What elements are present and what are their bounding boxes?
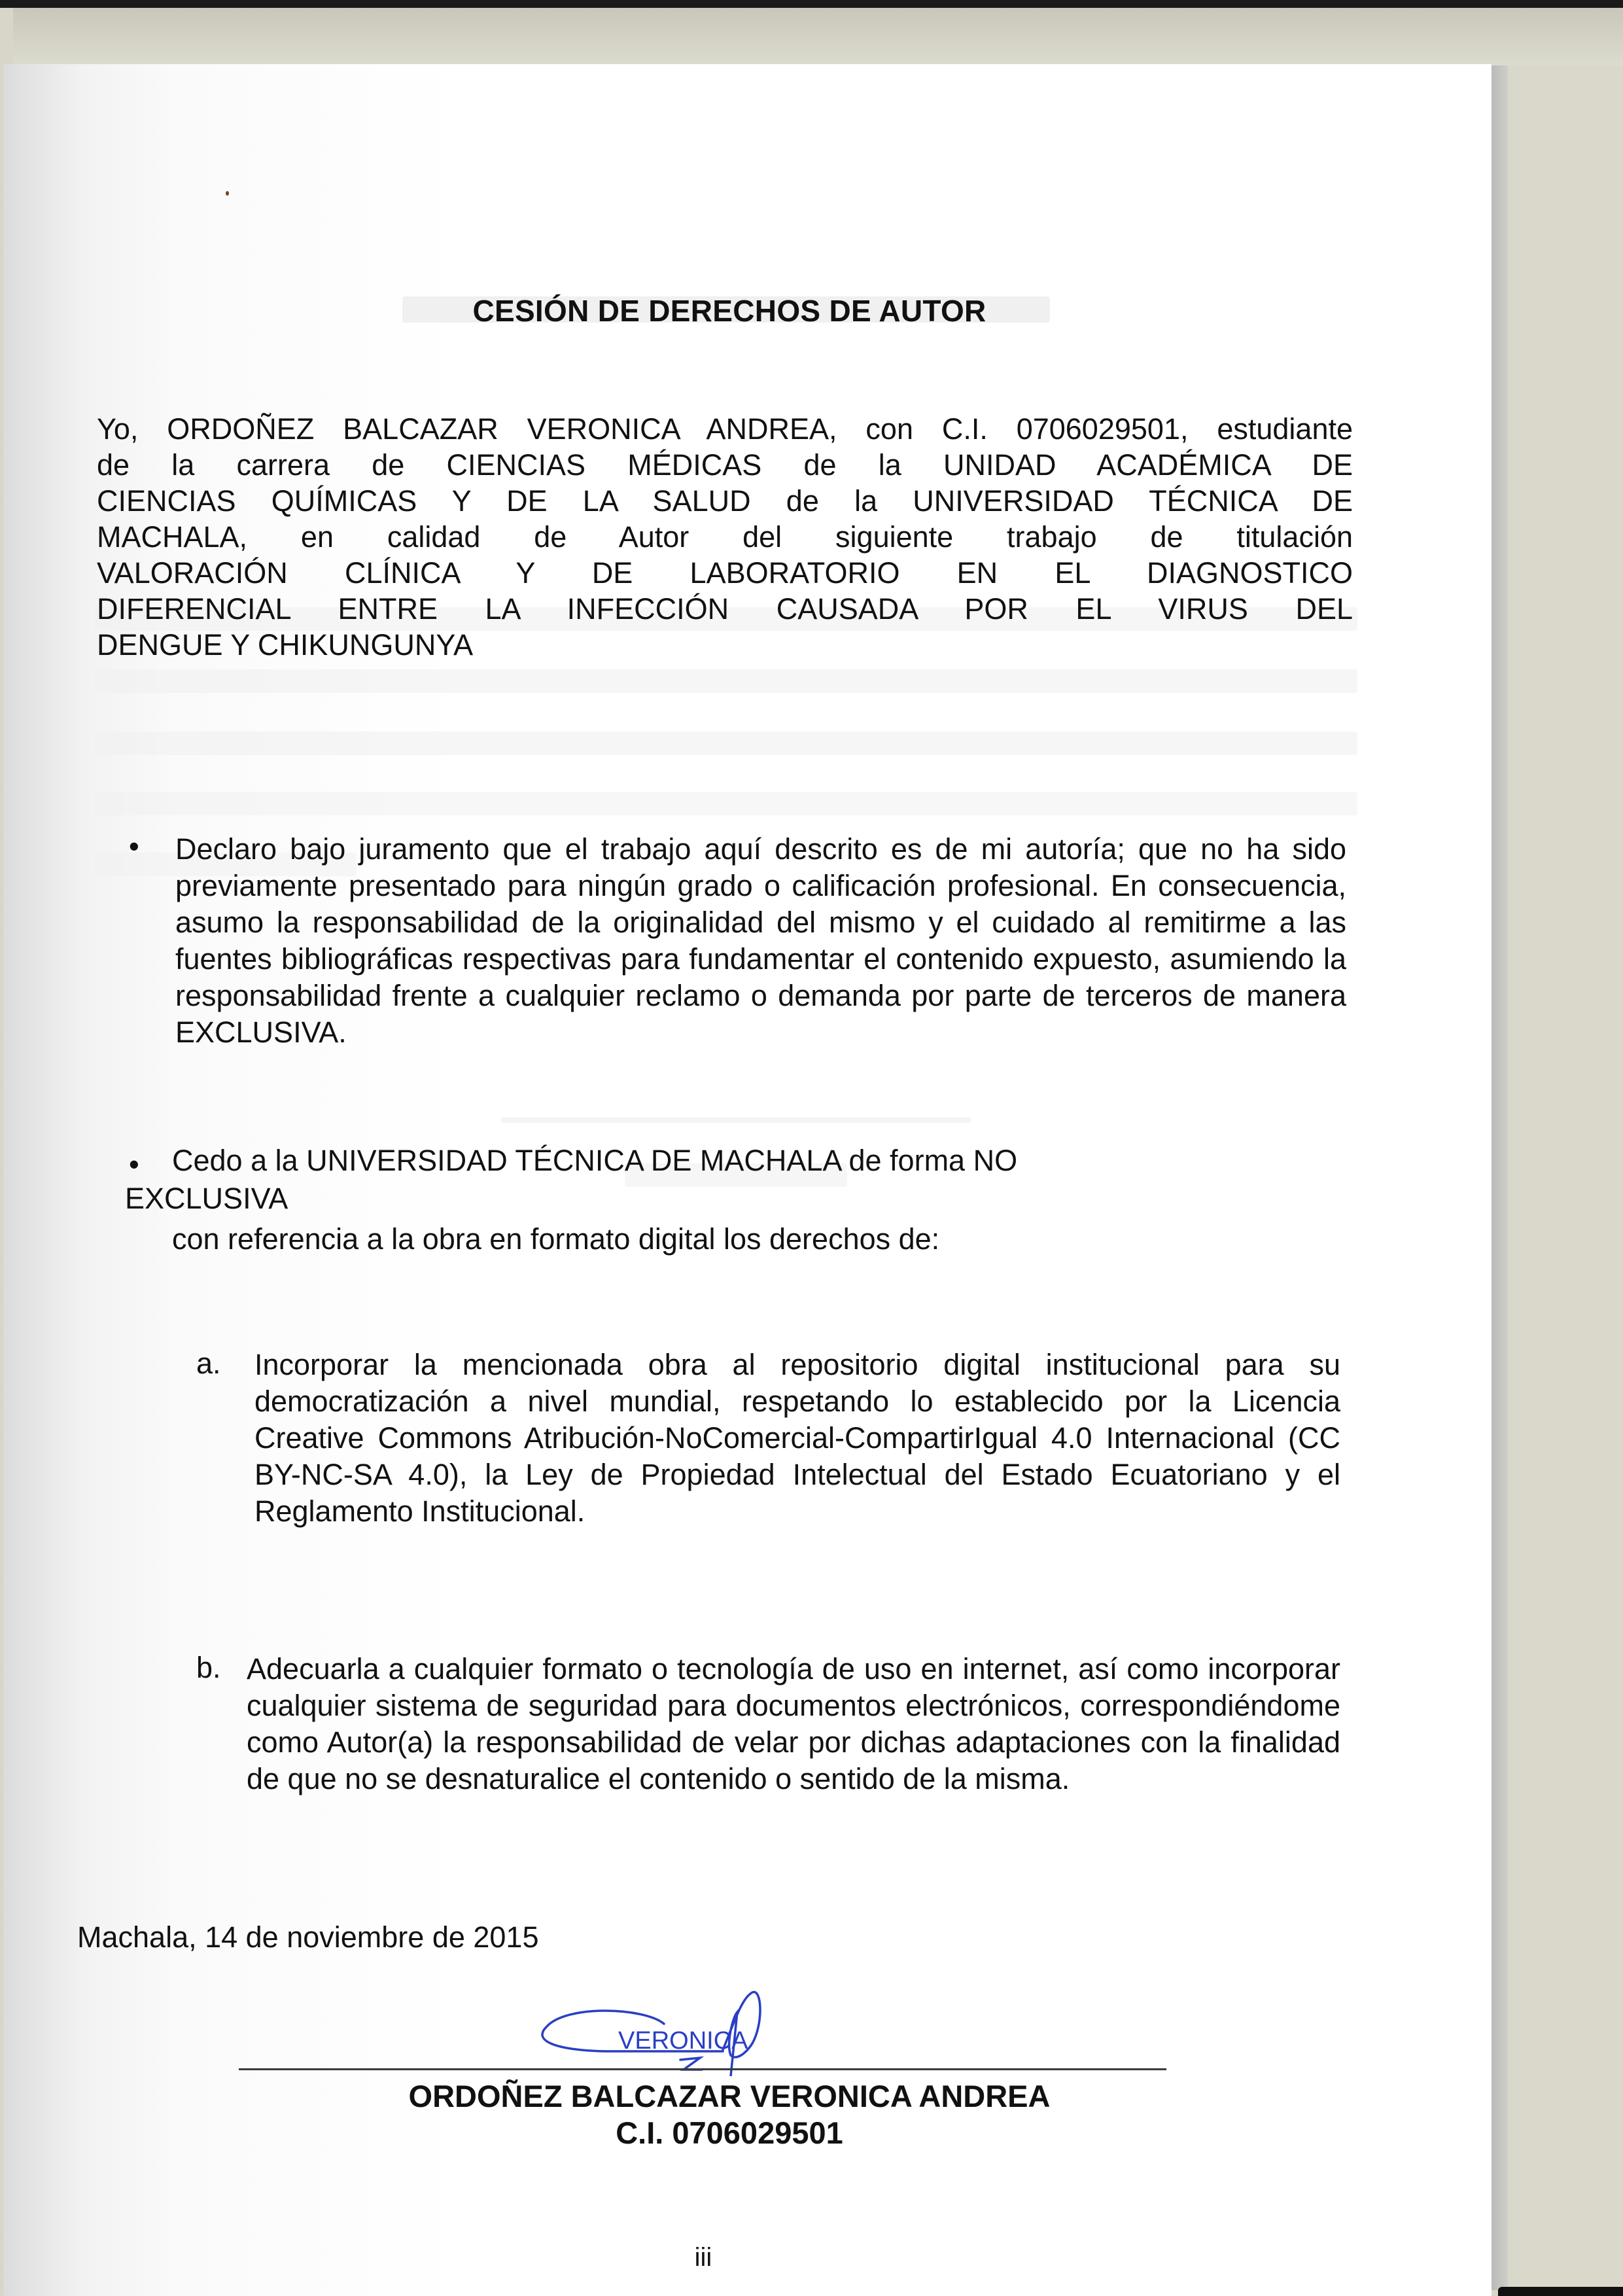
statement-line: VALORACIÓN CLÍNICA Y DE LABORATORIO EN EL DIAGNOSTICO: [97, 556, 1353, 590]
list-item-text: Incorporar la mencionada obra al repositorio digital institucional para su democratización a nivel mundial, respetando lo establecido por la Licencia Creative Commons Atribución-NoComercial-CompartirIgual 4.0 Internacional (CC BY-NC-SA 4.0), la Ley de Propiedad Intelectual del Estado Ecuatoriano y el Reglamento Institucional.: [254, 1348, 1340, 1528]
declaration-bullet: Declaro bajo juramento que el trabajo aquí descrito es de mi autoría; que no ha sido previamente presentado para ningún grado o calificación profesional. En consecuencia, asumo la responsabilidad de la originalidad del mismo y el cuidado al remitirme a las fuentes bibliográficas respectivas para fundamentar el contenido expuesto, asumiendo la responsabilidad frente a cualquier reclamo o demanda por parte de terceros de manera EXCLUSIVA.: [175, 832, 1346, 1049]
cession-bullet-line: con referencia a la obra en formato digital los derechos de:: [172, 1222, 940, 1256]
statement-line: DENGUE Y CHIKUNGUNYA: [97, 628, 474, 662]
signature-line: [239, 2068, 1166, 2070]
list-item-label: a.: [196, 1347, 221, 1380]
statement-line: de la carrera de CIENCIAS MÉDICAS de la UNIDAD ACADÉMICA DE: [97, 448, 1353, 482]
statement-line: Yo, ORDOÑEZ BALCAZAR VERONICA ANDREA, con C.I. 0706029501, estudiante: [97, 412, 1353, 446]
author-statement: [97, 411, 1353, 663]
bleed-through-mark: [95, 732, 1357, 755]
list-item-text: Adecuarla a cualquier formato o tecnología de uso en internet, así como incorporar cualquier sistema de seguridad para documentos electrónicos, correspondiéndome como Autor(a) la responsabilidad de velar por dichas adaptaciones con la finalidad de que no se desnaturalice el contenido o sentido de la misma.: [247, 1652, 1340, 1795]
bullet-icon: •: [129, 1148, 139, 1181]
document-page: [3, 64, 1492, 2296]
signer-id: C.I. 0706029501: [616, 2115, 843, 2150]
page-number: iii: [694, 2243, 712, 2272]
bullet-icon: •: [129, 830, 139, 863]
scan-background: [13, 8, 1623, 65]
page-title: CESIÓN DE DERECHOS DE AUTOR: [472, 294, 986, 328]
handwritten-signature: [527, 1978, 775, 2076]
bleed-through-mark: [95, 669, 1357, 693]
list-item-label: b.: [196, 1651, 221, 1684]
signature-text: VERONICA: [618, 2027, 748, 2055]
statement-line: CIENCIAS QUÍMICAS Y DE LA SALUD de la UNIVERSIDAD TÉCNICA DE: [97, 484, 1353, 518]
date-line: Machala, 14 de noviembre de 2015: [77, 1920, 539, 1954]
scan-top-border: [0, 0, 1623, 8]
page-edge-shadow: [1492, 65, 1508, 2290]
cession-bullet-line: EXCLUSIVA: [125, 1182, 288, 1215]
cession-bullet-line: Cedo a la UNIVERSIDAD TÉCNICA DE MACHALA de forma NO: [172, 1144, 1018, 1177]
statement-line: MACHALA, en calidad de Autor del siguiente trabajo de titulación: [97, 520, 1353, 554]
signer-name: ORDOÑEZ BALCAZAR VERONICA ANDREA: [408, 2079, 1051, 2113]
statement-line: DIFERENCIAL ENTRE LA INFECCIÓN CAUSADA POR EL VIRUS DEL: [97, 592, 1353, 626]
bleed-through-mark: [500, 1118, 971, 1123]
scan-bottom-border: [1498, 2287, 1623, 2296]
dust-speck: [226, 191, 229, 196]
scan-background-right: [1508, 65, 1623, 2296]
bleed-through-mark: [95, 792, 1357, 815]
